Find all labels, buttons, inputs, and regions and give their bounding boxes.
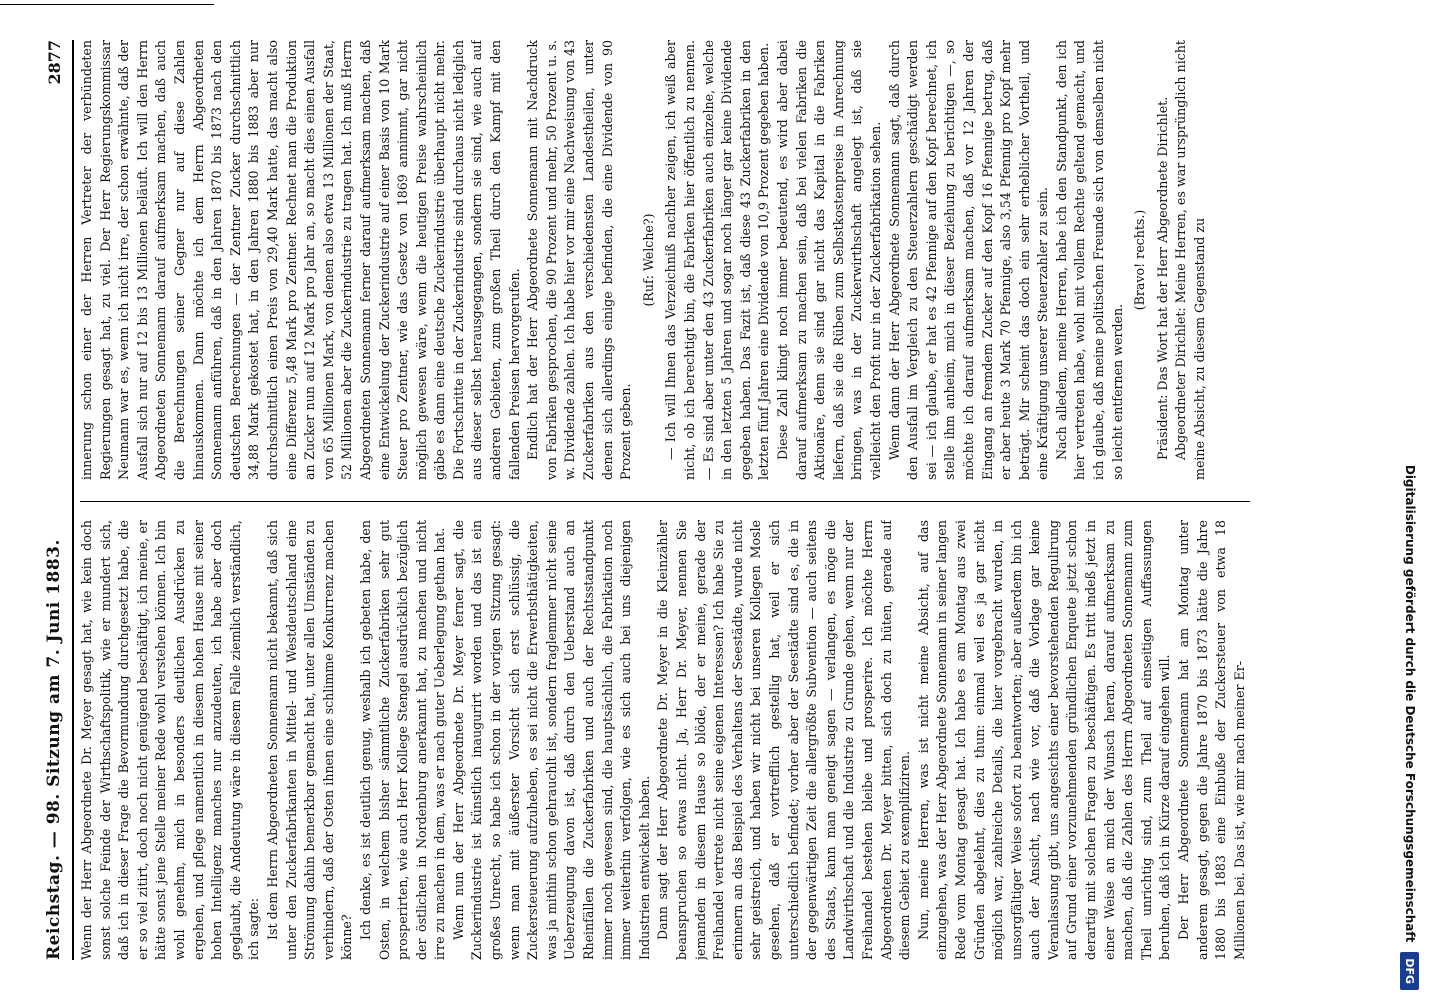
dfg-logo: DFG bbox=[1401, 952, 1420, 990]
right-paragraph: — Ich will Ihnen das Verzeichniß nachher zeigen, ich weiß aber nicht, ob ich berechtigt bin, die Fabriken hier öffentlich zu nennen. — Es sind aber unter den 43 Zuckerfabriken auch einzelne, welche in den letzten 5 Jahren und sogar noch länger gar keine Dividende gegeben haben. Das Fazit ist, daß diese 43 Zuckerfabriken in den letzten fünf Jahren eine Dividende von 10,9 Prozent gegeben haben. bbox=[663, 40, 772, 480]
digitization-credit: Digitalisierung gefördert durch die Deutsche Forschungsgemeinschaft bbox=[1403, 464, 1417, 943]
speaker-paragraph: Präsident: Das Wort hat der Herr Abgeordnete Dirichlet. bbox=[1154, 96, 1170, 460]
left-paragraph: Wenn nun der Herr Abgeordnete Dr. Meyer ferner sagt, die Zuckerindustrie ist künstlich inaugurirt worden und das ist ein großes Unrecht, so habe ich schon in der vorigen Sitzung gesagt: wenn man mit äußerster Vorsicht sich erst schlüssig, die Zuckersteuerung aufzuheben, es sei nicht die Erwerbsthätigkeiten, was ja mithin schon gehrauchlt ist, sondern fraglemmer nicht seine Ueberzeugung davon ist, daß durch den Ueberstand auch an Rheinfällen die Zuckerfabriken und auch der Rechtsstandpunkt immer noch gewesen sind, die hauptsächlich, die Fabrikation noch immer weiterhin verfolgen, wie es sich auch bei uns diejenigen Industrien entwickelt haben. bbox=[450, 520, 652, 960]
interjection: (Bravo! rechts.) bbox=[1132, 209, 1148, 311]
left-column bbox=[78, 520, 1398, 960]
page-header bbox=[36, 40, 74, 960]
header-title: Reichstag. — 98. Sitzung am 7. Juni 1883. bbox=[44, 539, 64, 960]
speaker-paragraph: Abgeordneter Dirichlet: Meine Herren, es war ursprünglich nicht meine Absicht, zu diesem Gegenstand zu bbox=[1173, 40, 1208, 480]
left-paragraph: Ist dem Herrn Abgeordneten Sonnemann nicht bekannt, daß sich unter den Zuckerfabrikanten in Mittel- und Westdeutschland eine Strömung dahin bemerkbar gemacht hat, unter allen Umständen zu verhindern, daß der Osten ihnen eine schlimme Konkurrenz machen könne? bbox=[264, 520, 355, 960]
left-paragraph: Der Herr Abgeordnete Sonnemann hat am Montag unter anderem gesagt, gegen die Jahre 1870 bis 1873 hätte die Jahre 1880 bis 1883 eine Einbuße der Zuckersteuer von etwa 18 Millionen bei. Das ist, wie mir nach meiner Er- bbox=[1176, 520, 1247, 960]
right-paragraph: Wenn dann der Herr Abgeordnete Sonnemann sagt, daß durch den Ausfall im Vergleich zu den Steuerzahlern geschädigt werden sei — ich glaube, er hat es 42 Pfennige auf den Kopf berechnet, ich stelle ihm anheim, mich in dieser Beziehung zu berichtigen —, so möchte ich darauf aufmerksam machen, daß vor 12 Jahren der Eingang an fremdem Zucker auf den Kopf 16 Pfennige betrug, daß er aber heute 3 Mark 70 Pfennige, also 3,54 Pfennig pro Kopf mehr beträgt. Mir scheint das doch ein sehr erheblicher Vortheil, und eine Kräftigung unserer Steuerzahler zu sein. bbox=[886, 40, 1051, 480]
page-number: 2877 bbox=[44, 40, 64, 85]
left-paragraph: Dann sagt der Herr Abgeordnete Dr. Meyer in die Kleinzähler beanspruchen so etwas nicht. Ja, Herr Dr. Meyer, nennen Sie jemanden in diesem Hause so blöde, der er meine, gerade der Freihandel vertrete nicht seine eigenen Interessen? Ich habe Sie zu erinnern an das Beispiel des Verhaltens der Seestädte, wurde nicht sehr geistreich, und haben wir nicht bei unseren Kollegen Mosle gesehen, daß er vortrefflich gestellig hat, weil er sich unterschiedlich befindet; vorher aber der Seestädte sind es, die in der gegenwärtigen Zeit die allergrößte Subvention — auch seitens des Staats, kann man geneigt sagen — verlangen, es möge die Landwirthschaft und die Industrie zu Grunde gehen, wenn nur der Freihandel bestehen bleibe und prosperire. Ich möchte Herrn Abgeordneten Dr. Meyer bitten, sich doch zu hüten, gerade auf diesem Gebiet zu exemplifiziren. bbox=[655, 520, 913, 960]
right-paragraph: Diese Zahl klingt noch immer bedeutend, es wird aber dabei darauf aufmerksam zu machen sein, daß bei vielen Fabriken die Aktionäre, denn sie sind gar nicht das Kapital in die Fabriken liefern, daß sie die Rüben zum Selbstkostenpreise in Anrechnung bringen, was in der Zuckerwirthschaft angelegt ist, daß sie vielleicht den Profit nur in der Zuckerfabrikation sehen. bbox=[774, 40, 883, 480]
column-divider bbox=[80, 501, 1250, 502]
right-paragraph: innerung schon einer der Herren Vertreter der verbündeten Regierungen gesagt hat, zu viel. Der Herr Regierungskommissar Neumann war es, wenn ich nicht irre, der schon erwähnte, daß der Ausfall sich nur auf 12 bis 13 Millionen beläuft. Ich will den Herrn Abgeordneten Sonnemann darauf aufmerksam machen, daß auch die Berechnungen seiner Gegner nur auf diese Zahlen hinauskommen. Dann möchte ich dem Herrn Abgeordneten Sonnemann anführen, daß in den Jahren 1870 bis 1873 nach den deutschen Berechnungen — der Zentner Zucker durchschnittlich 34,88 Mark gekostet hat, in den Jahren 1880 bis 1883 aber nur durchschnittlich einen Preis von 29,40 Mark hatte, das macht also eine Differenz 5,48 Mark pro Zentner. Rechnet man die Produktion an Zucker nun auf 12 Mark pro Jahr an, so macht dies einen Ausfall von 65 Millionen Mark, von denen also etwa 13 Millionen der Staat, 52 Millionen aber die Zuckerindustrie zu tragen hat. Ich muß Herrn Abgeordneten Sonnemann ferner darauf aufmerksam machen, daß eine Entwickelung der Zuckerindustrie auf einer Basis von 10 Mark Steuer pro Zentner, wie das Gesetz von 1869 annimmt, gar nicht möglich gewesen wäre, wenn die heutigen Preise wahrscheinlich gäbe es dann eine deutsche Zuckerindustrie überhaupt nicht mehr. Die Fortschritte in der Zuckerindustrie sind durchaus nicht lediglich aus dieser selbst herausgegangen, sondern sie sind, wie auch auf anderen Gebieten, zum großen Theil durch den Kampf mit den fallenden Preisen hervorgerufen. bbox=[79, 40, 522, 480]
left-paragraph: Wenn der Herr Abgeordnete Dr. Meyer gesagt hat, wie kein doch sonst solche Feinde der Wirthschaftspolitik, wie er mundert sich, daß ich in dieser Frage die Bevormundung durchgesetzt habe, die er so viel zitirt, doch noch nicht genügend beschäftigt, ich meine, er hätte sonst jene Stelle meiner Rede wohl verstehen können. Ich bin wohl genehm, mich in besonders deutlichen Ausdrücken zu ergehen, und pflege namentlich in diesem hohen Hause mit seiner hohen Intelligenz manches nur anzudeuten, ich habe aber doch geglaubt, die Andeutung wäre in diesem Falle ziemlich verständlich, ich sagte: bbox=[79, 520, 262, 960]
right-paragraph: Endlich hat der Herr Abgeordnete Sonnemann mit Nachdruck von Fabriken gesprochen, die 90 Prozent und mehr, 50 Prozent u. s. w. Dividende zahlen. Ich habe hier vor mir eine Nachweisung von 43 Zuckerfabriken aus den verschiedensten Landestheilen, unter denen sich allerdings einige befinden, die eine Dividende von 90 Prozent geben. bbox=[525, 40, 634, 480]
right-paragraph: Nach alledem, meine Herren, habe ich den Standpunkt, den ich hier vertreten habe, wohl mit vollem Rechte geltend gemacht, und ich glaube, daß meine politischen Freunde sich von demselben nicht so leicht entfernen werden. bbox=[1053, 40, 1125, 480]
digitization-credit-strip bbox=[1392, 10, 1428, 990]
left-paragraph: Nun, meine Herren, was ist nicht meine Absicht, auf das einzugehen, was der Herr Abgeordnete Sonnemann in seiner langen Rede vom Montag gesagt hat. Ich habe es am Montag aus zwei Gründen abgelehnt, dies zu thun: einmal weil es ja gar nicht möglich war, zahlreiche Details, die hier vorgebracht wurden, in unsorgfältiger Weise sofort zu beantworten; aber außerdem bin ich auch der Ansicht, nach wie vor, daß die Vorlage gar keine Veranlassung gibt, uns angesichts einer bevorstehenden Regulirung auf Grund einer vorzunehmenden gründlichen Enquete jetzt schon derartig mit solchen Fragen zu beschäftigen. Es tritt indeß jetzt in einer Weise an mich der Wunsch heran, darauf aufmerksam zu machen, daß die Zahlen des Herrn Abgeordneten Sonnemann zum Theil unrichtig sind, zum Theil auf einseitigen Auffassungen beruhen, daß ich in Kürze darauf eingehen will. bbox=[915, 520, 1173, 960]
interjection: (Ruf: Welche?) bbox=[640, 213, 656, 307]
left-paragraph: Ich denke, es ist deutlich genug, weshalb ich gebeten habe, den Osten, in welchem bisher sämmtliche Zuckerfabriken sehr gut prosperirten, wie auch Herr Kollege Stengel ausdrücklich bezüglich der östlichen in Nordenburg anerkannt hat, zu machen und nicht irre zu machen in dem, was er nach guter Ueberlegung gethan hat. bbox=[357, 520, 448, 960]
right-column bbox=[78, 40, 1238, 480]
